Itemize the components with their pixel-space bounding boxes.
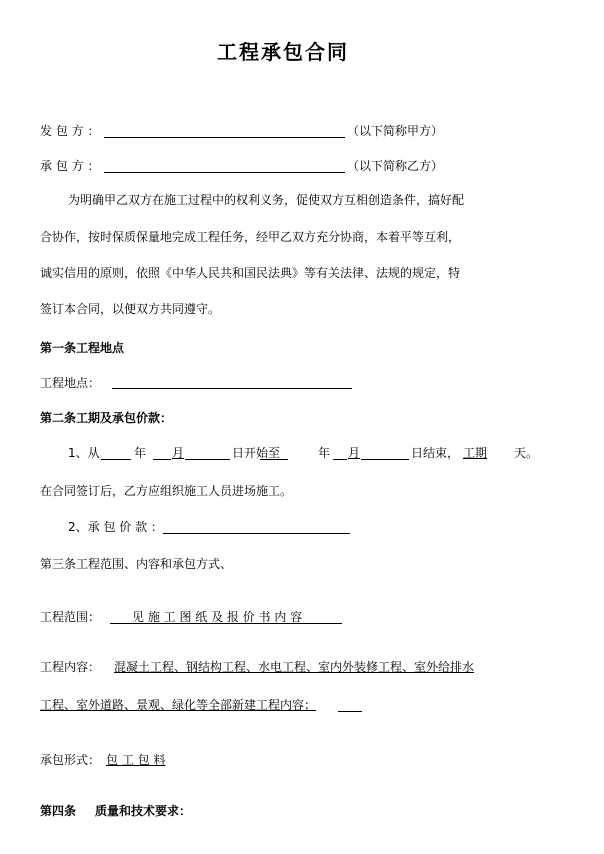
period-prefix: 1、从 bbox=[68, 446, 100, 460]
start-year-blank[interactable] bbox=[101, 459, 131, 460]
preamble-line-3: 诚实信用的原则，依照《中华人民共和国民法典》等有关法律、法规的规定，特 bbox=[40, 266, 461, 280]
party-b-blank[interactable] bbox=[104, 172, 345, 173]
end-day-blank[interactable] bbox=[361, 459, 409, 460]
document-title: 工程承包合同 bbox=[217, 40, 349, 64]
party-a-suffix: （以下简称甲方） bbox=[347, 124, 444, 138]
party-a-blank[interactable] bbox=[104, 137, 345, 138]
contract-price-label: 2、承 包 价 款 ： bbox=[68, 520, 163, 534]
method-value: 包 工 包 料 bbox=[106, 753, 166, 767]
end-year-label: 年 bbox=[318, 446, 331, 460]
article-4-subheading: 质量和技术要求： bbox=[95, 804, 192, 818]
location-label: 工程地点： bbox=[40, 376, 101, 390]
end-month-blank[interactable] bbox=[333, 459, 347, 460]
content-trailing-underline bbox=[338, 711, 362, 712]
method-label: 承包形式： bbox=[40, 753, 101, 767]
content-line-1: 混凝土工程、钢结构工程、水电工程、室内外装修工程、室外给排水 bbox=[114, 660, 475, 674]
scope-label: 工程范围： bbox=[40, 610, 101, 624]
article-4-heading: 第四条 bbox=[40, 804, 77, 818]
start-label: 日开始至 bbox=[232, 446, 281, 460]
location-blank[interactable] bbox=[112, 388, 352, 389]
party-a-label: 发 包 方 ： bbox=[40, 124, 100, 138]
end-month-label: 月 bbox=[348, 446, 361, 460]
content-label: 工程内容： bbox=[40, 660, 101, 674]
party-b-suffix: （以下简称乙方） bbox=[347, 159, 444, 173]
article-3-heading: 第三条工程范围、内容和承包方式、 bbox=[40, 557, 233, 571]
start-year-label: 年 bbox=[134, 446, 147, 460]
contract-price-blank[interactable] bbox=[163, 533, 350, 534]
party-b-label: 承 包 方 ： bbox=[40, 159, 100, 173]
scope-value: 见 施 工 图 纸 及 报 价 书 内 容 bbox=[132, 610, 303, 624]
preamble-line-2: 合协作，按时保质保量地完成工程任务，经甲乙双方充分协商，本着平等互利， bbox=[40, 230, 461, 244]
duration-label: 工期 bbox=[463, 446, 488, 460]
construction-note: 在合同签订后，乙方应组织施工人员进场施工。 bbox=[40, 484, 293, 498]
start-day-blank[interactable] bbox=[185, 459, 230, 460]
start-underline bbox=[260, 459, 288, 460]
content-line-2: 工程、室外道路、景观、绿化等全部新建工程内容； bbox=[40, 698, 317, 712]
article-2-heading: 第二条工期及承包价款： bbox=[40, 411, 173, 425]
duration-unit: 天。 bbox=[514, 446, 539, 460]
end-label: 日结束， bbox=[411, 446, 460, 460]
start-month-label: 月 bbox=[172, 446, 185, 460]
start-month-blank[interactable] bbox=[153, 459, 171, 460]
article-1-heading: 第一条工程地点 bbox=[40, 341, 125, 355]
preamble-line-1: 为明确甲乙双方在施工过程中的权利义务，促使双方互相创造条件，搞好配 bbox=[68, 193, 465, 207]
preamble-line-4: 签订本合同，以便双方共同遵守。 bbox=[40, 302, 221, 316]
